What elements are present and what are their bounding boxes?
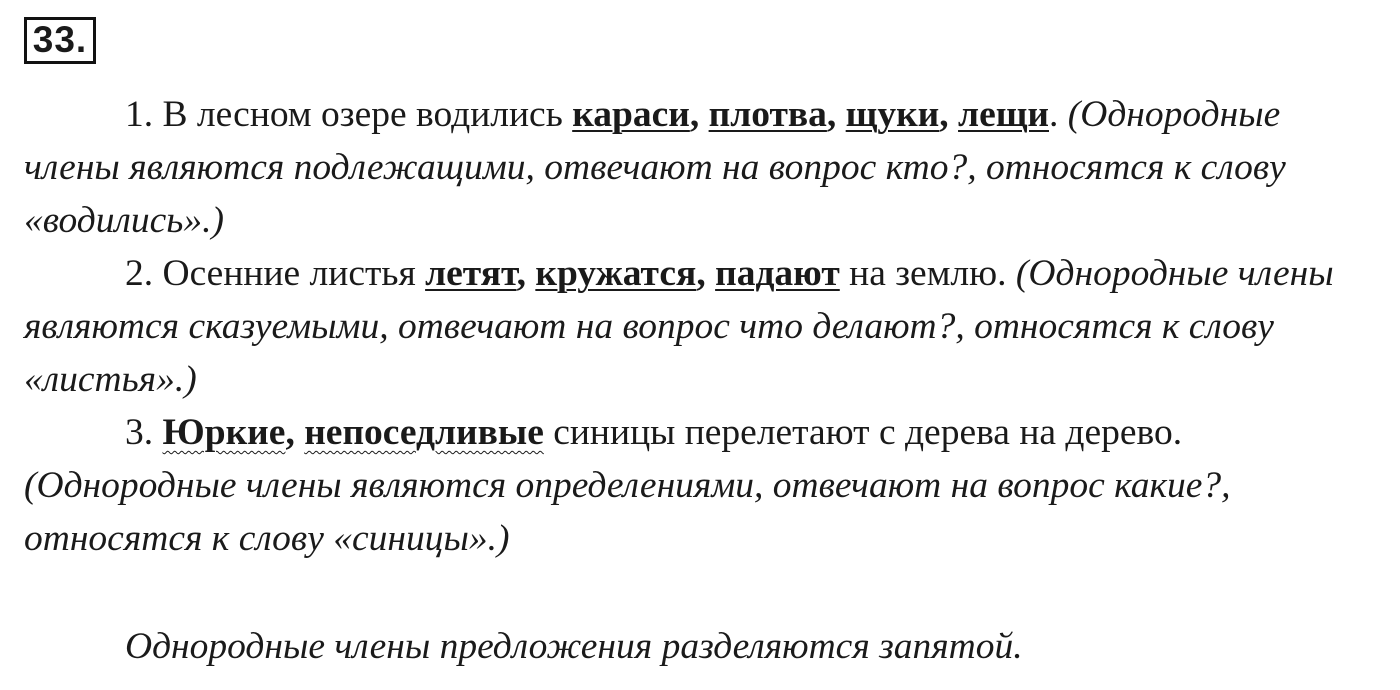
separator: , [516, 253, 536, 294]
sentence-1-lead: 1. В лесном озере водились [125, 94, 573, 135]
sentence-3 [24, 406, 1374, 565]
sentence-1 [24, 88, 1374, 247]
homogeneous-word: щуки [845, 94, 940, 135]
sentence-2 [24, 247, 1374, 406]
sentence-3-lead: 3. [125, 412, 163, 453]
sentence-2-lead: 2. Осенние листья [125, 253, 426, 294]
homogeneous-word: падают [715, 253, 840, 294]
separator: , [939, 94, 959, 135]
sentence-1-tail: . [1049, 94, 1068, 135]
separator: , [285, 412, 305, 453]
homogeneous-word: кружатся [535, 253, 697, 294]
sentence-3-comment: (Однородные члены являются определениями, отвечают на вопрос какие?, относятся к слову «синицы».) [24, 465, 1231, 559]
sentence-2-tail: на землю. [839, 253, 1016, 294]
separator: , [689, 94, 709, 135]
exercise-number: 33. [24, 17, 96, 64]
homogeneous-word: непоседливые [304, 412, 544, 453]
homogeneous-word: лещи [958, 94, 1049, 135]
separator: , [826, 94, 846, 135]
homogeneous-word: плотва [708, 94, 827, 135]
homogeneous-word: Юркие [162, 412, 286, 453]
rule-statement: Однородные члены предложения разделяются запятой. [125, 626, 1023, 667]
sentence-1-comment: (Однородные члены являются подлежащими, отвечают на вопрос кто?, относятся к слову «водились».) [24, 94, 1286, 241]
exercise-text [24, 88, 1374, 565]
homogeneous-word: караси [572, 94, 690, 135]
sentence-3-tail: синицы перелетают с дерева на дерево. [543, 412, 1183, 453]
homogeneous-word: летят [425, 253, 517, 294]
sentence-2-comment: (Однородные члены являются сказуемыми, отвечают на вопрос что делают?, относятся к слову «листья».) [24, 253, 1334, 400]
separator: , [696, 253, 716, 294]
